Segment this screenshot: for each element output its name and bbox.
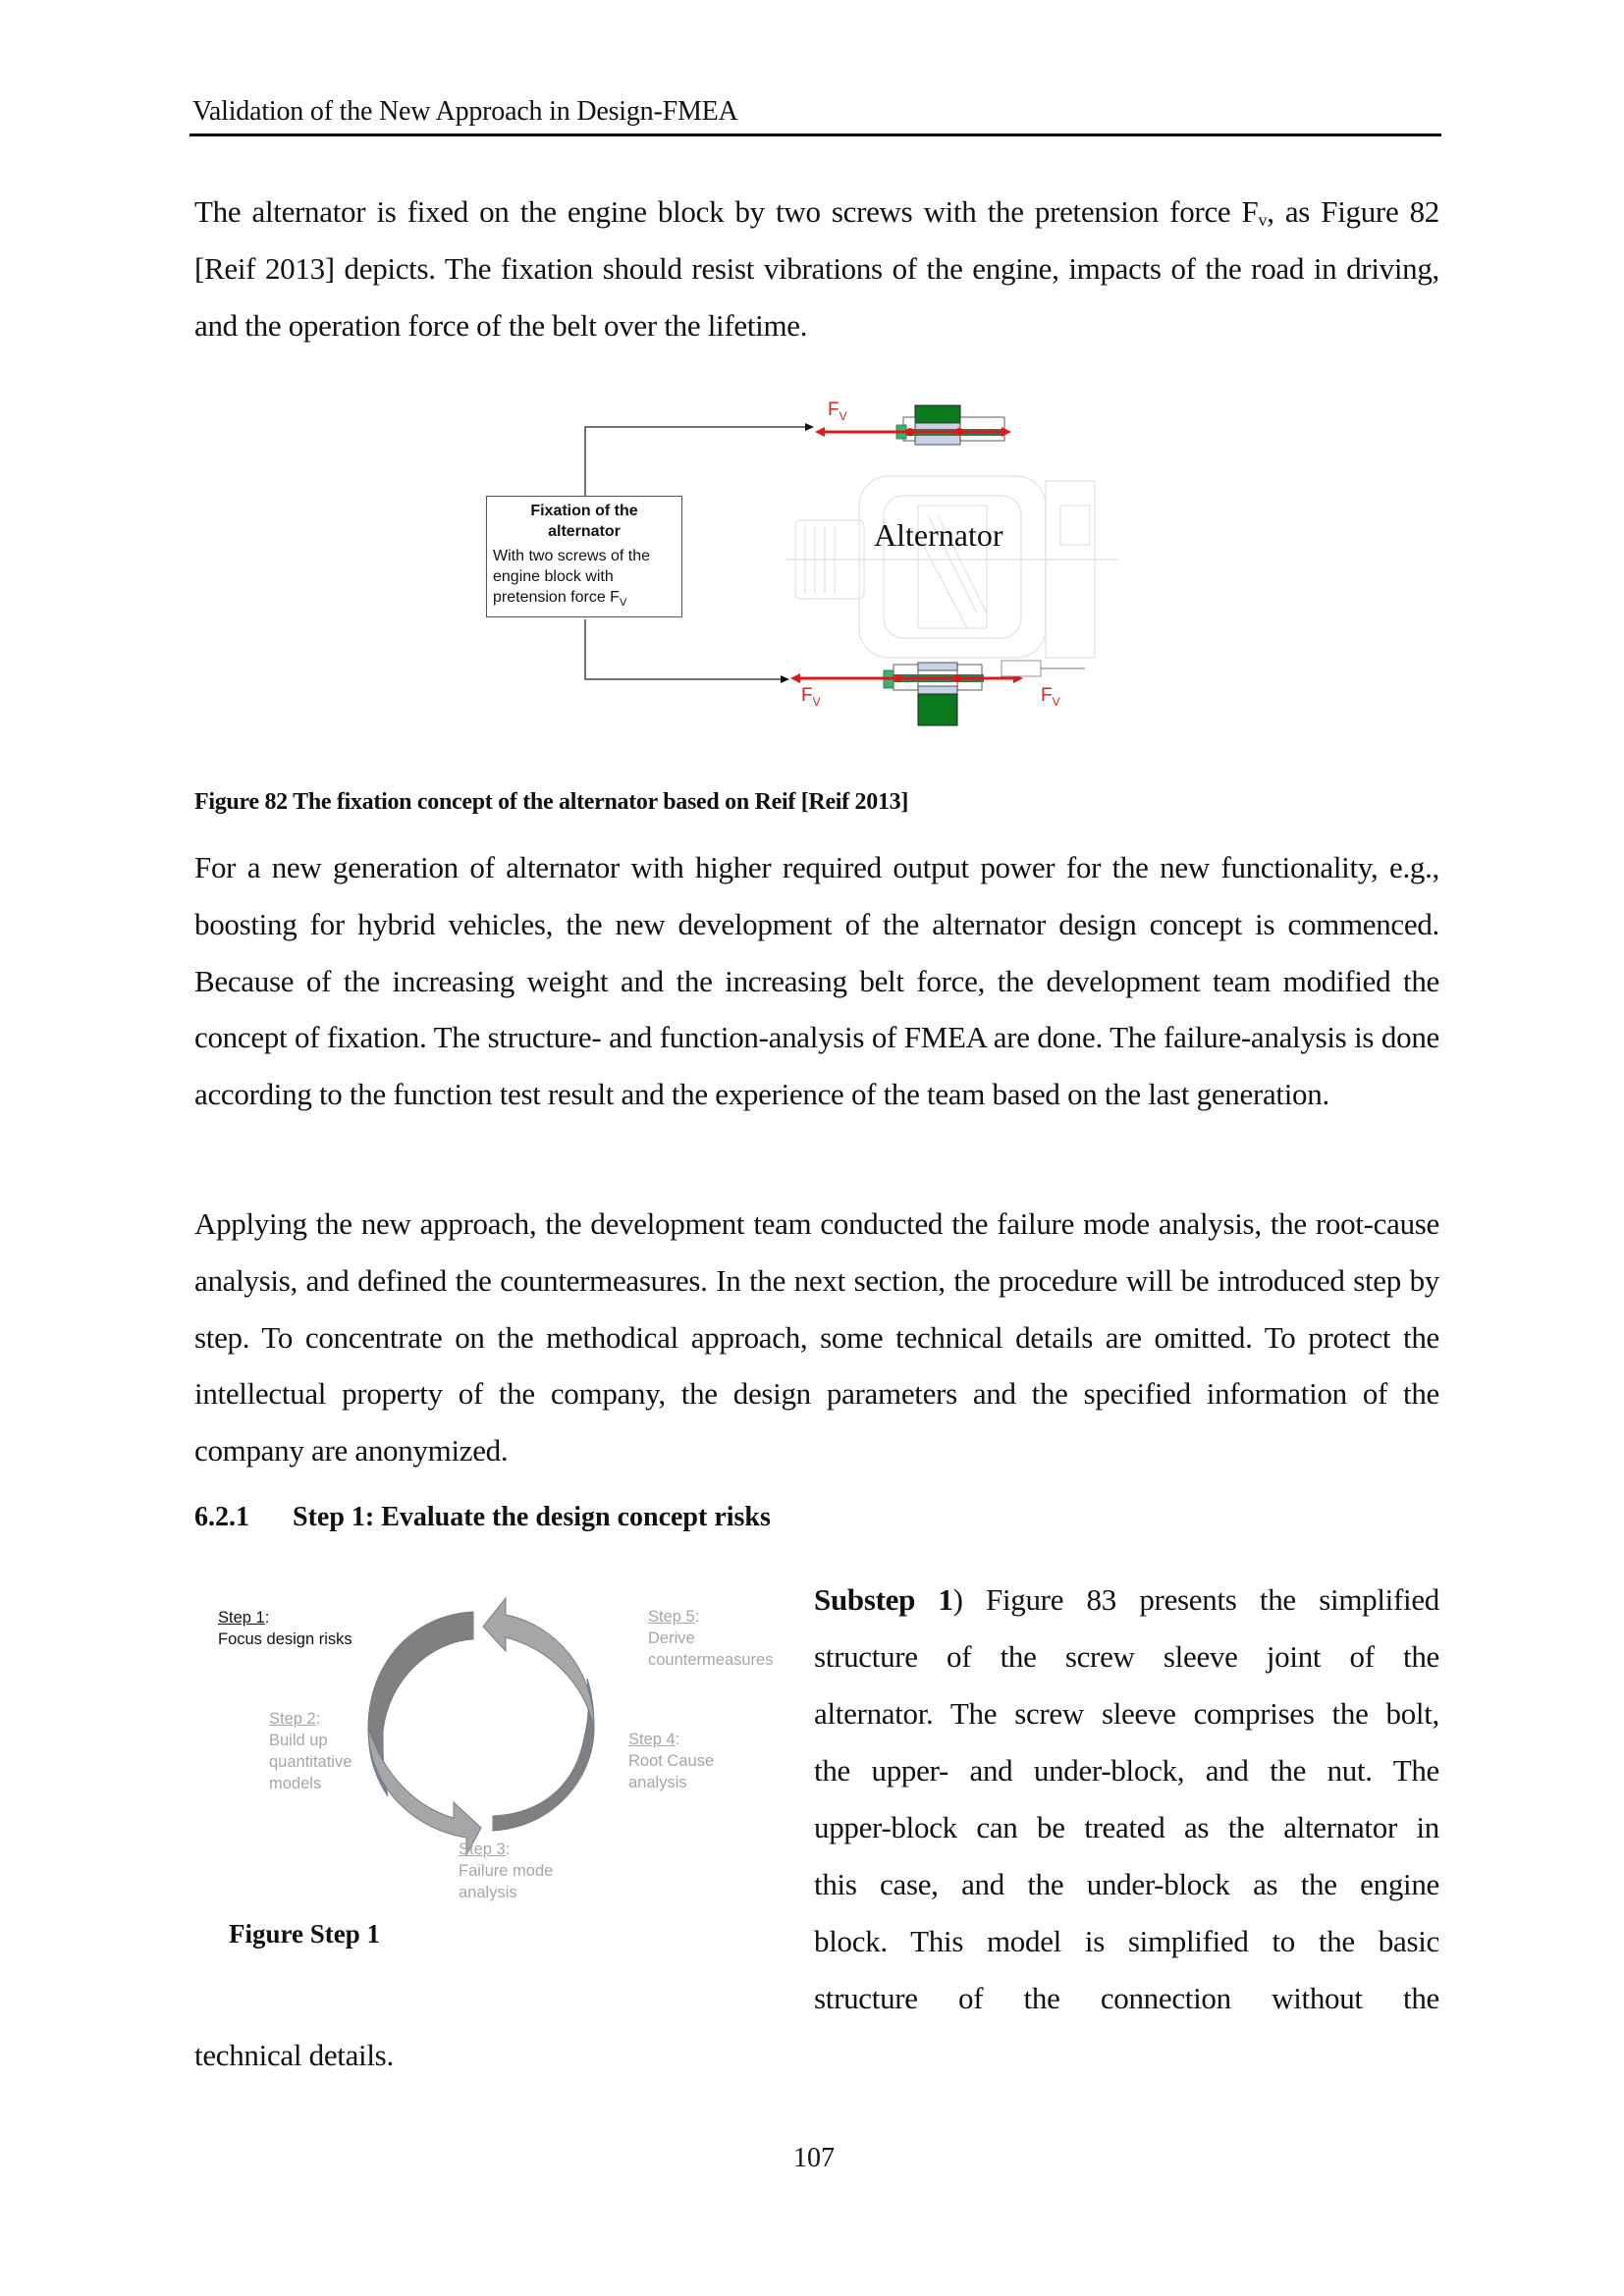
substep-line-5: this case, and the under-block as the engine: [814, 1867, 1439, 1901]
figure-82-caption: Figure 82 The fixation concept of the alternator based on Reif [Reif 2013]: [194, 789, 909, 815]
step-2-link[interactable]: Step 2: [269, 1710, 316, 1728]
force-label-lower-left: $F_V$: [801, 685, 821, 709]
fixation-box-title: Fixation of the alternator: [530, 503, 638, 540]
step-3-label: Step 3: Failure mode analysis: [459, 1841, 554, 1901]
alternator-label: Alternator: [874, 517, 1003, 553]
substep-line-6: block. This model is simplified to the basic: [814, 1924, 1439, 1958]
arrowhead-lower-icon: [781, 675, 789, 683]
paragraph-intro-text-a: The alternator is fixed on the engine block by two screws with the pretension force F: [194, 194, 1259, 229]
arrowhead-upper-icon: [805, 423, 814, 431]
step-4-label: Step 4: Root Cause analysis: [628, 1731, 715, 1791]
substep-line-2: alternator. The screw sleeve comprises the bolt,: [814, 1696, 1439, 1731]
force-label-lower-right: $F_V$: [1041, 685, 1060, 709]
step-1-link[interactable]: Step 1: [218, 1609, 265, 1627]
connector-line-upper: [585, 427, 805, 499]
paragraph-new-generation: For a new generation of alternator with higher required output power for the new functionality, e.g., boosting for hybrid vehicles, the new development of the alternator design concept is commenced. Because of the increasing weight and the increasing belt force, the development team modified the concept of fixation. The structure- and function-analysis of FMEA are done. The failure-analysis is done according to the function test result and the experience of the team based on the last generation.: [194, 850, 1439, 1112]
connector-line-lower: [585, 619, 781, 679]
substep-line-3: the upper- and under-block, and the nut. The: [814, 1753, 1439, 1788]
lower-block-green: [918, 694, 957, 725]
step-5-link[interactable]: Step 5: [648, 1608, 695, 1626]
force-subscript: v: [1258, 210, 1268, 230]
page-number: 107: [793, 2143, 835, 2173]
force-arrow-right-upper-icon: [1001, 427, 1011, 437]
arrow-dark-right-icon: [493, 1679, 594, 1831]
force-arrow-left-lower-icon: [790, 673, 800, 683]
step-2-label: Step 2: Build up quantitative models: [269, 1710, 352, 1792]
fixation-box-body: With two screws of the engine block with pretension force $F_V$: [493, 548, 651, 610]
substep-line-4: upper-block can be treated as the alternator in: [814, 1810, 1439, 1844]
paragraph-intro: [194, 184, 1439, 353]
step-3-link[interactable]: Step 3: [459, 1841, 506, 1858]
section-heading: [194, 1502, 771, 1533]
substep-continuation: technical details.: [194, 2038, 394, 2072]
paragraph-approach: Applying the new approach, the development team conducted the failure mode analysis, the root-cause analysis, and defined the countermeasures. In the next section, the procedure will be introduced step by step. To concentrate on the methodical approach, some technical details are omitted. To protect the intellectual property of the company, the design parameters and the specified information of the company are anonymized.: [194, 1206, 1439, 1468]
fixation-box: [486, 496, 682, 617]
substep-line-7: structure of the connection without the: [814, 1981, 1439, 2015]
figure-step-1-caption: Figure Step 1: [229, 1919, 380, 1949]
step-1-label: Step 1: Focus design risks: [218, 1609, 352, 1648]
force-arrow-left-upper-icon: [815, 427, 825, 437]
arrow-light-right-icon: [483, 1598, 594, 1728]
alternator-drawing-icon: [785, 476, 1119, 658]
section-title: Step 1: Evaluate the design concept risks: [293, 1502, 771, 1532]
substep-line-1: structure of the screw sleeve joint of the: [814, 1639, 1439, 1674]
upper-block-green: [915, 405, 960, 423]
step-4-link[interactable]: Step 4: [628, 1731, 676, 1748]
header-rule: [189, 133, 1441, 136]
paragraph-intro-text-b: , as Figure 82 [Reif 2013] depicts. The fixation should resist vibrations of the engine, impacts of the road in driving, and the operation force of the belt over the lifetime.: [194, 194, 1439, 343]
section-number: 6.2.1: [194, 1502, 249, 1532]
step-5-label: Step 5: Derive countermeasures: [648, 1608, 774, 1669]
running-header: Validation of the New Approach in Design-FMEA: [192, 96, 738, 127]
force-label-upper-left: $F_V$: [828, 400, 847, 423]
substep-line-0: Substep 1) Figure 83 presents the simplified: [814, 1582, 1439, 1617]
